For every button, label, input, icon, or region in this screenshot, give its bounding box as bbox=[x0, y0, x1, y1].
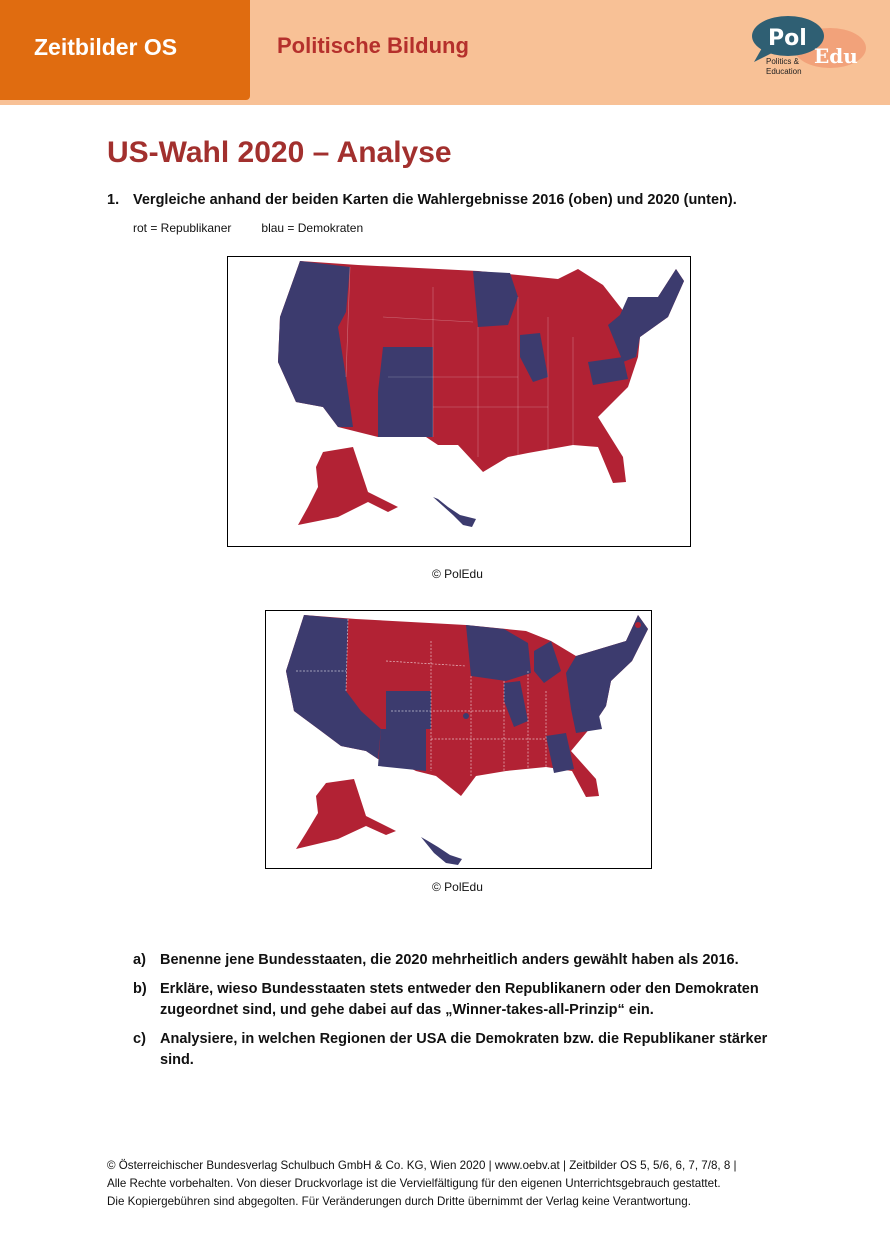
series-title: Zeitbilder OS bbox=[34, 34, 178, 60]
map-2016-drawing bbox=[228, 257, 690, 546]
alaska-shape bbox=[298, 447, 398, 525]
dem-newmexico bbox=[378, 729, 426, 771]
question-text: Benenne jene Bundesstaaten, die 2020 mehrheitlich anders gewählt haben als 2016. bbox=[160, 952, 739, 968]
alaska-shape bbox=[296, 779, 396, 849]
subject-title: Politische Bildung bbox=[277, 33, 469, 58]
header-series-tab bbox=[0, 0, 250, 100]
legend-blue: blau = Demokraten bbox=[261, 221, 364, 235]
poledu-logo bbox=[748, 12, 878, 92]
footer-line-3: Die Kopiergebühren sind abgegolten. Für Veränderungen durch Dritte übernimmt der Verlag keine Verantwortung. bbox=[107, 1195, 691, 1208]
question-text: Analysiere, in welchen Regionen der USA die Demokraten bzw. die Republikaner stärker sind. bbox=[160, 1031, 768, 1068]
dem-colorado bbox=[386, 691, 431, 729]
hawaii-shape bbox=[421, 837, 462, 865]
maine-district-marker bbox=[635, 622, 641, 628]
legend-red: rot = Republikaner bbox=[133, 221, 232, 235]
question-label: b) bbox=[133, 981, 147, 997]
map-2020-credit: © PolEdu bbox=[432, 880, 483, 894]
task-text: Vergleiche anhand der beiden Karten die Wahlergebnisse 2016 (oben) und 2020 (unten). bbox=[133, 192, 737, 208]
map-2020-drawing bbox=[266, 611, 651, 868]
footer-line-2: Alle Rechte vorbehalten. Von dieser Druckvorlage ist die Vervielfältigung für den eigenen Unterrichtsgebrauch gestattet. bbox=[107, 1177, 721, 1190]
dem-northeast bbox=[566, 615, 648, 721]
footer-line-1: © Österreichischer Bundesverlag Schulbuch GmbH & Co. KG, Wien 2020 | www.oebv.at | Zeitbilder OS 5, 5/6, 6, 7, 7/8, 8 | bbox=[107, 1159, 737, 1172]
dem-northeast bbox=[608, 269, 684, 362]
logo-edu: Edu bbox=[814, 44, 858, 68]
page-title: US-Wahl 2020 – Analyse bbox=[107, 136, 452, 169]
footer-copyright bbox=[107, 1157, 797, 1211]
map-2020 bbox=[265, 610, 652, 869]
task-1 bbox=[107, 192, 737, 208]
task-number: 1. bbox=[107, 192, 120, 208]
map-2016 bbox=[227, 256, 691, 547]
hawaii-shape bbox=[433, 497, 476, 527]
question-c bbox=[133, 1029, 793, 1071]
map-2016-credit: © PolEdu bbox=[432, 567, 483, 581]
question-a bbox=[133, 950, 793, 971]
question-list bbox=[133, 950, 793, 1079]
logo-tagline-2: Education bbox=[766, 67, 802, 76]
nebraska-district-marker bbox=[463, 713, 469, 719]
logo-pol: Pol bbox=[768, 26, 807, 51]
question-label: c) bbox=[133, 1031, 146, 1047]
dem-virginia bbox=[571, 709, 602, 733]
question-b bbox=[133, 979, 793, 1021]
logo-tagline-1: Politics & bbox=[766, 57, 799, 66]
question-label: a) bbox=[133, 952, 146, 968]
color-legend bbox=[133, 221, 363, 235]
dem-colorado-newmexico bbox=[378, 347, 433, 437]
question-text: Erkläre, wieso Bundesstaaten stets entweder den Republikanern oder den Demokraten zugeordnet sind, und gehe dabei auf das „Winner-takes-all-Prinzip“ ein. bbox=[160, 981, 759, 1018]
